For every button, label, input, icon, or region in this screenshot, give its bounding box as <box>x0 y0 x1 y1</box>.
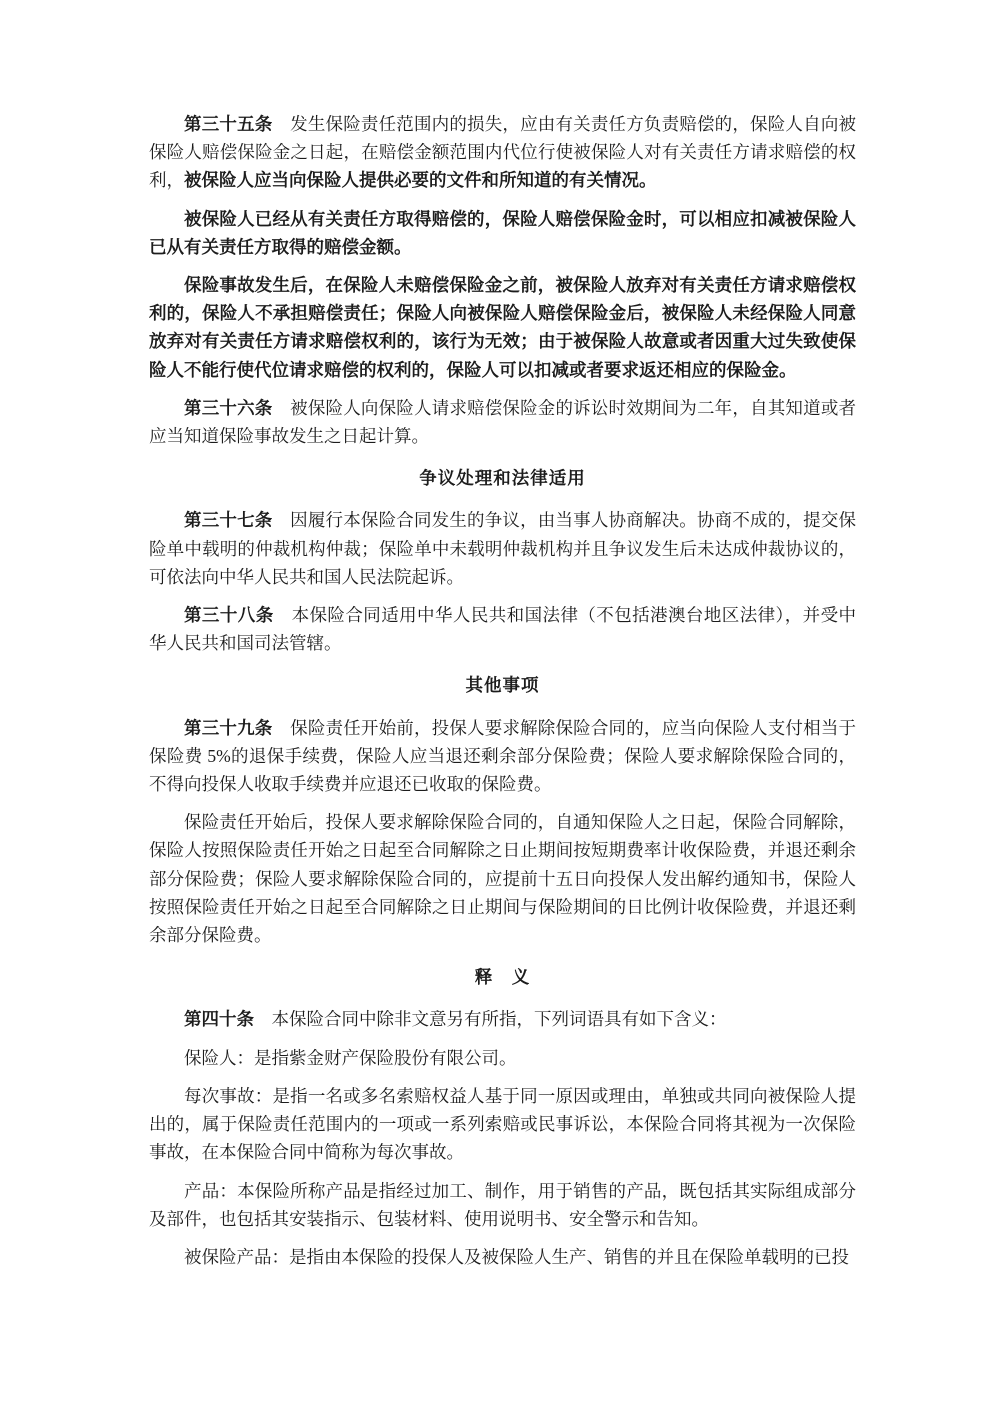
text-run: 被保险产品：是指由本保险的投保人及被保险人生产、销售的并且在保险单载明的已投 <box>184 1246 849 1267</box>
paragraph <box>149 808 856 949</box>
paragraph <box>149 1243 856 1271</box>
paragraph <box>149 110 856 195</box>
bold-text-run: 第三十七条 <box>184 510 273 531</box>
paragraph <box>149 1044 856 1072</box>
bold-text-run: 保险事故发生后，在保险人未赔偿保险金之前，被保险人放弃对有关责任方请求赔偿权利的，保险人不承担赔偿责任；保险人向被保险人赔偿保险金后，被保险人未经保险人同意放弃对有关责任方请求赔偿权利的，该行为无效；由于被保险人故意或者因重大过失致使保险人不能行使代位请求赔偿的权利的，保险人可以扣减或者要求返还相应的保险金。 <box>149 275 856 380</box>
text-run: 产品：本保险所称产品是指经过加工、制作，用于销售的产品，既包括其实际组成部分及部件，也包括其安装指示、包装材料、使用说明书、安全警示和告知。 <box>149 1180 856 1229</box>
paragraph <box>149 271 856 384</box>
section-heading: 释 义 <box>474 967 531 988</box>
paragraph <box>149 1177 856 1233</box>
paragraph <box>149 506 856 591</box>
bold-text-run: 第三十五条 <box>184 114 273 134</box>
text-run: 因履行本保险合同发生的争议，由当事人协商解决。协商不成的，提交保险单中载明的仲裁机构仲裁；保险单中未载明仲裁机构并且争议发生后未达成仲裁协议的，可依法向中华人民共和国人民法院起诉。 <box>149 510 857 587</box>
text-run: 保险责任开始前，投保人要求解除保险合同的，应当向保险人支付相当于保险费 5%的退保手续费，保险人应当退还剩余部分保险费；保险人要求解除保险合同的，不得向投保人收取手续费并应退还已收取的保险费。 <box>149 717 857 795</box>
text-run: 发生保险责任范围内的损失，应由有关责任方负责赔偿的，保险人自向被保险人赔偿保险金之日起，在赔偿金额范围内代位行使被保险人对有关责任方请求赔偿的权利， <box>149 114 857 191</box>
section-heading: 其他事项 <box>465 675 540 696</box>
bold-text-run: 第三十六条 <box>184 397 273 418</box>
bold-text-run: 第四十条 <box>184 1009 254 1030</box>
text-run: 每次事故：是指一名或多名索赔权益人基于同一原因或理由，单独或共同向被保险人提出的，属于保险责任范围内的一项或一系列索赔或民事诉讼，本保险合同将其视为一次保险事故，在本保险合同中简称为每次事故。 <box>149 1085 856 1163</box>
paragraph <box>149 394 856 450</box>
paragraph <box>149 205 856 261</box>
bold-text-run: 第三十九条 <box>184 717 273 738</box>
bold-text-run: 被保险人应当向保险人提供必要的文件和所知道的有关情况。 <box>184 170 657 191</box>
bold-text-run: 被保险人已经从有关责任方取得赔偿的，保险人赔偿保险金时，可以相应扣减被保险人已从有关责任方取得的赔偿金额。 <box>149 208 856 257</box>
paragraph <box>149 601 856 657</box>
text-run: 本保险合同适用中华人民共和国法律（不包括港澳台地区法律），并受中华人民共和国司法管辖。 <box>149 605 857 654</box>
bold-text-run: 第三十八条 <box>184 605 274 626</box>
paragraph <box>149 1005 856 1033</box>
paragraph <box>149 714 856 799</box>
text-run: 保险责任开始后，投保人要求解除保险合同的，自通知保险人之日起，保险合同解除，保险人按照保险责任开始之日起至合同解除之日止期间按短期费率计收保险费，并退还剩余部分保险费；保险人要求解除保险合同的，应提前十五日向投保人发出解约通知书，保险人按照保险责任开始之日起至合同解除之日止期间与保险期间的日比例计收保险费，并退还剩余部分保险费。 <box>149 812 856 946</box>
text-run: 被保险人向保险人请求赔偿保险金的诉讼时效期间为二年，自其知道或者应当知道保险事故发生之日起计算。 <box>149 397 857 447</box>
text-run: 本保险合同中除非文意另有所指，下列词语具有如下含义： <box>254 1009 727 1030</box>
paragraph <box>149 1082 856 1167</box>
section-heading: 争议处理和法律适用 <box>419 468 586 489</box>
document-body <box>149 110 856 1281</box>
text-run: 保险人：是指紫金财产保险股份有限公司。 <box>184 1047 517 1068</box>
